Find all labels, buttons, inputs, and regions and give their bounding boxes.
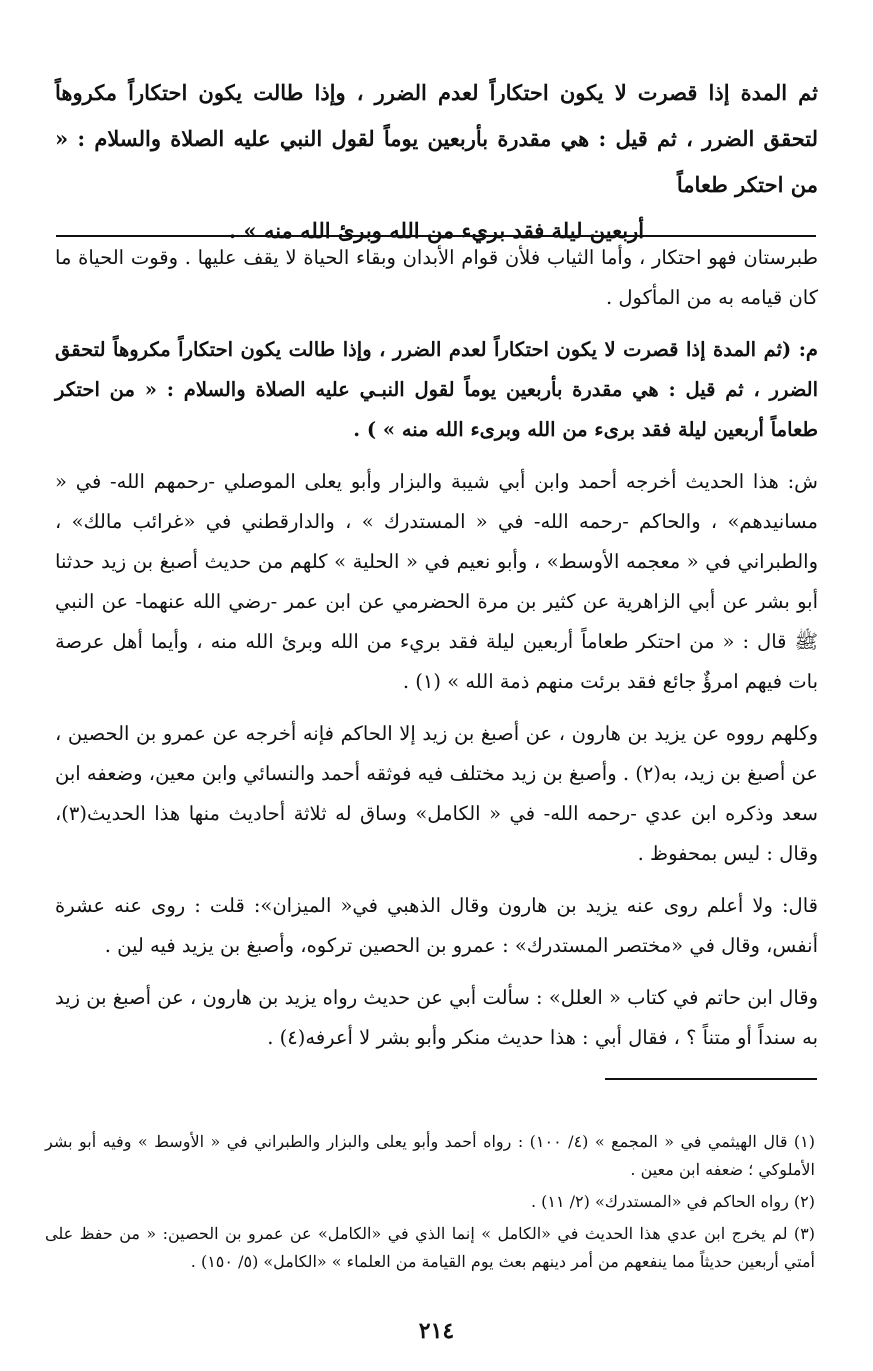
footnote-2: (٢) رواه الحاكم في «المستدرك» (٢/ ١١) . (530, 1192, 815, 1211)
commentary-paragraph-4: وكلهم رووه عن يزيد بن هارون ، عن أصبغ بن زيد إلا الحاكم فإنه أخرجه عن عمرو بن الحصين ، عن أصبغ بن زيد، به(٢) . وأصبغ بن زيد مختلف فيه فوثقه أحمد والنسائي وابن معين، وضعفه ابن سعد وذكره ابن عدي -رحمه الله- في « الكامل» وساق له ثلاثة أحاديث منها هذا الحديث(٣)، وقال : ليس بمحفوظ . (55, 722, 818, 865)
commentary-paragraph-3: ش: هذا الحديث أخرجه أحمد وابن أبي شيبة والبزار وأبو يعلى الموصلي -رحمهم الله- في « مسانيدهم» ، والحاكم -رحمه الله- في « المستدرك » ، والدارقطني في «غرائب مالك» ، والطبراني في « معجمه الأوسط» ، وأبو نعيم في « الحلية » كلهم من حديث أصبغ بن زيد حدثنا أبو بشر عن أبي الزاهرية عن كثير بن مرة الحضرمي عن ابن عمر -رضي الله عنهما- عن النبي ﷺ قال : « من احتكر طعاماً أربعين ليلة فقد بريء من الله وبرئ الله منه ، وأيما أهل عرصة بات فيهم امرؤٌ جائع فقد برئت منهم ذمة الله » (١) . (55, 470, 818, 693)
commentary-paragraph-1: طبرستان فهو احتكار ، وأما الثياب فلأن قوام الأبدان وبقاء الحياة لا يقف عليها . وقوت الحياة ما كان قيامه به من المأكول . (55, 246, 818, 309)
footnotes-block (45, 1128, 815, 1280)
matn-paragraph: ثم المدة إذا قصرت لا يكون احتكاراً لعدم الضرر ، وإذا طالت يكون احتكاراً مكروهاً لتحقق الضرر ، ثم قيل : هي مقدرة بأربعين يوماً لقول النبي عليه الصلاة والسلام : « من احتكر طعاماً (55, 80, 818, 197)
commentary-paragraph-5: قال: ولا أعلم روى عنه يزيد بن هارون وقال الذهبي في« الميزان»: قلت : روى عنه عشرة أنفس، وقال في «مختصر المستدرك» : عمرو بن الحصين تركوه، وأصبغ بن يزيد فيه لين . (55, 894, 818, 957)
matn-last-line: أربعين ليلة فقد بريء من الله وبرئ الله منه » . (228, 218, 645, 243)
separator-rule-top (56, 235, 816, 237)
commentary-paragraph-2: م: (ثم المدة إذا قصرت لا يكون احتكاراً لعدم الضرر ، وإذا طالت يكون احتكاراً مكروهاً لتحقق الضرر ، ثم قيل : هي مقدرة بأربعين يوماً لقول النبـي عليه الصلاة والسلام : « من احتكر طعاماً أربعين ليلة فقد برىء من الله وبرىء الله منه » ) . (55, 338, 818, 441)
footnote-3: (٣) لم يخرج ابن عدي هذا الحديث في «الكامل » إنما الذي في «الكامل» عن عمرو بن الحصين: « من حفظ على أمتي أربعين حديثاً مما ينفعهم من أمر دينهم بعث يوم القيامة من العلماء » «الكامل» (٥/ ١٥٠) . (45, 1224, 815, 1271)
commentary-text-block (55, 238, 818, 1058)
footnote-1: (١) قال الهيثمي في « المجمع » (٤/ ١٠٠) : رواه أحمد وأبو يعلى والبزار والطبراني في « الأوسط » وفيه أبو بشر الأملوكي ؛ ضعفه ابن معين . (45, 1132, 816, 1179)
page-number: ٢١٤ (418, 1318, 455, 1344)
footnote-separator-rule (605, 1078, 817, 1080)
commentary-paragraph-6: وقال ابن حاتم في كتاب « العلل» : سألت أبي عن حديث رواه يزيد بن هارون ، عن أصبغ بن زيد به سنداً أو متناً ؟ ، فقال أبي : هذا حديث منكر وأبو بشر لا أعرفه(٤) . (55, 986, 818, 1049)
matn-text-block (55, 70, 818, 254)
